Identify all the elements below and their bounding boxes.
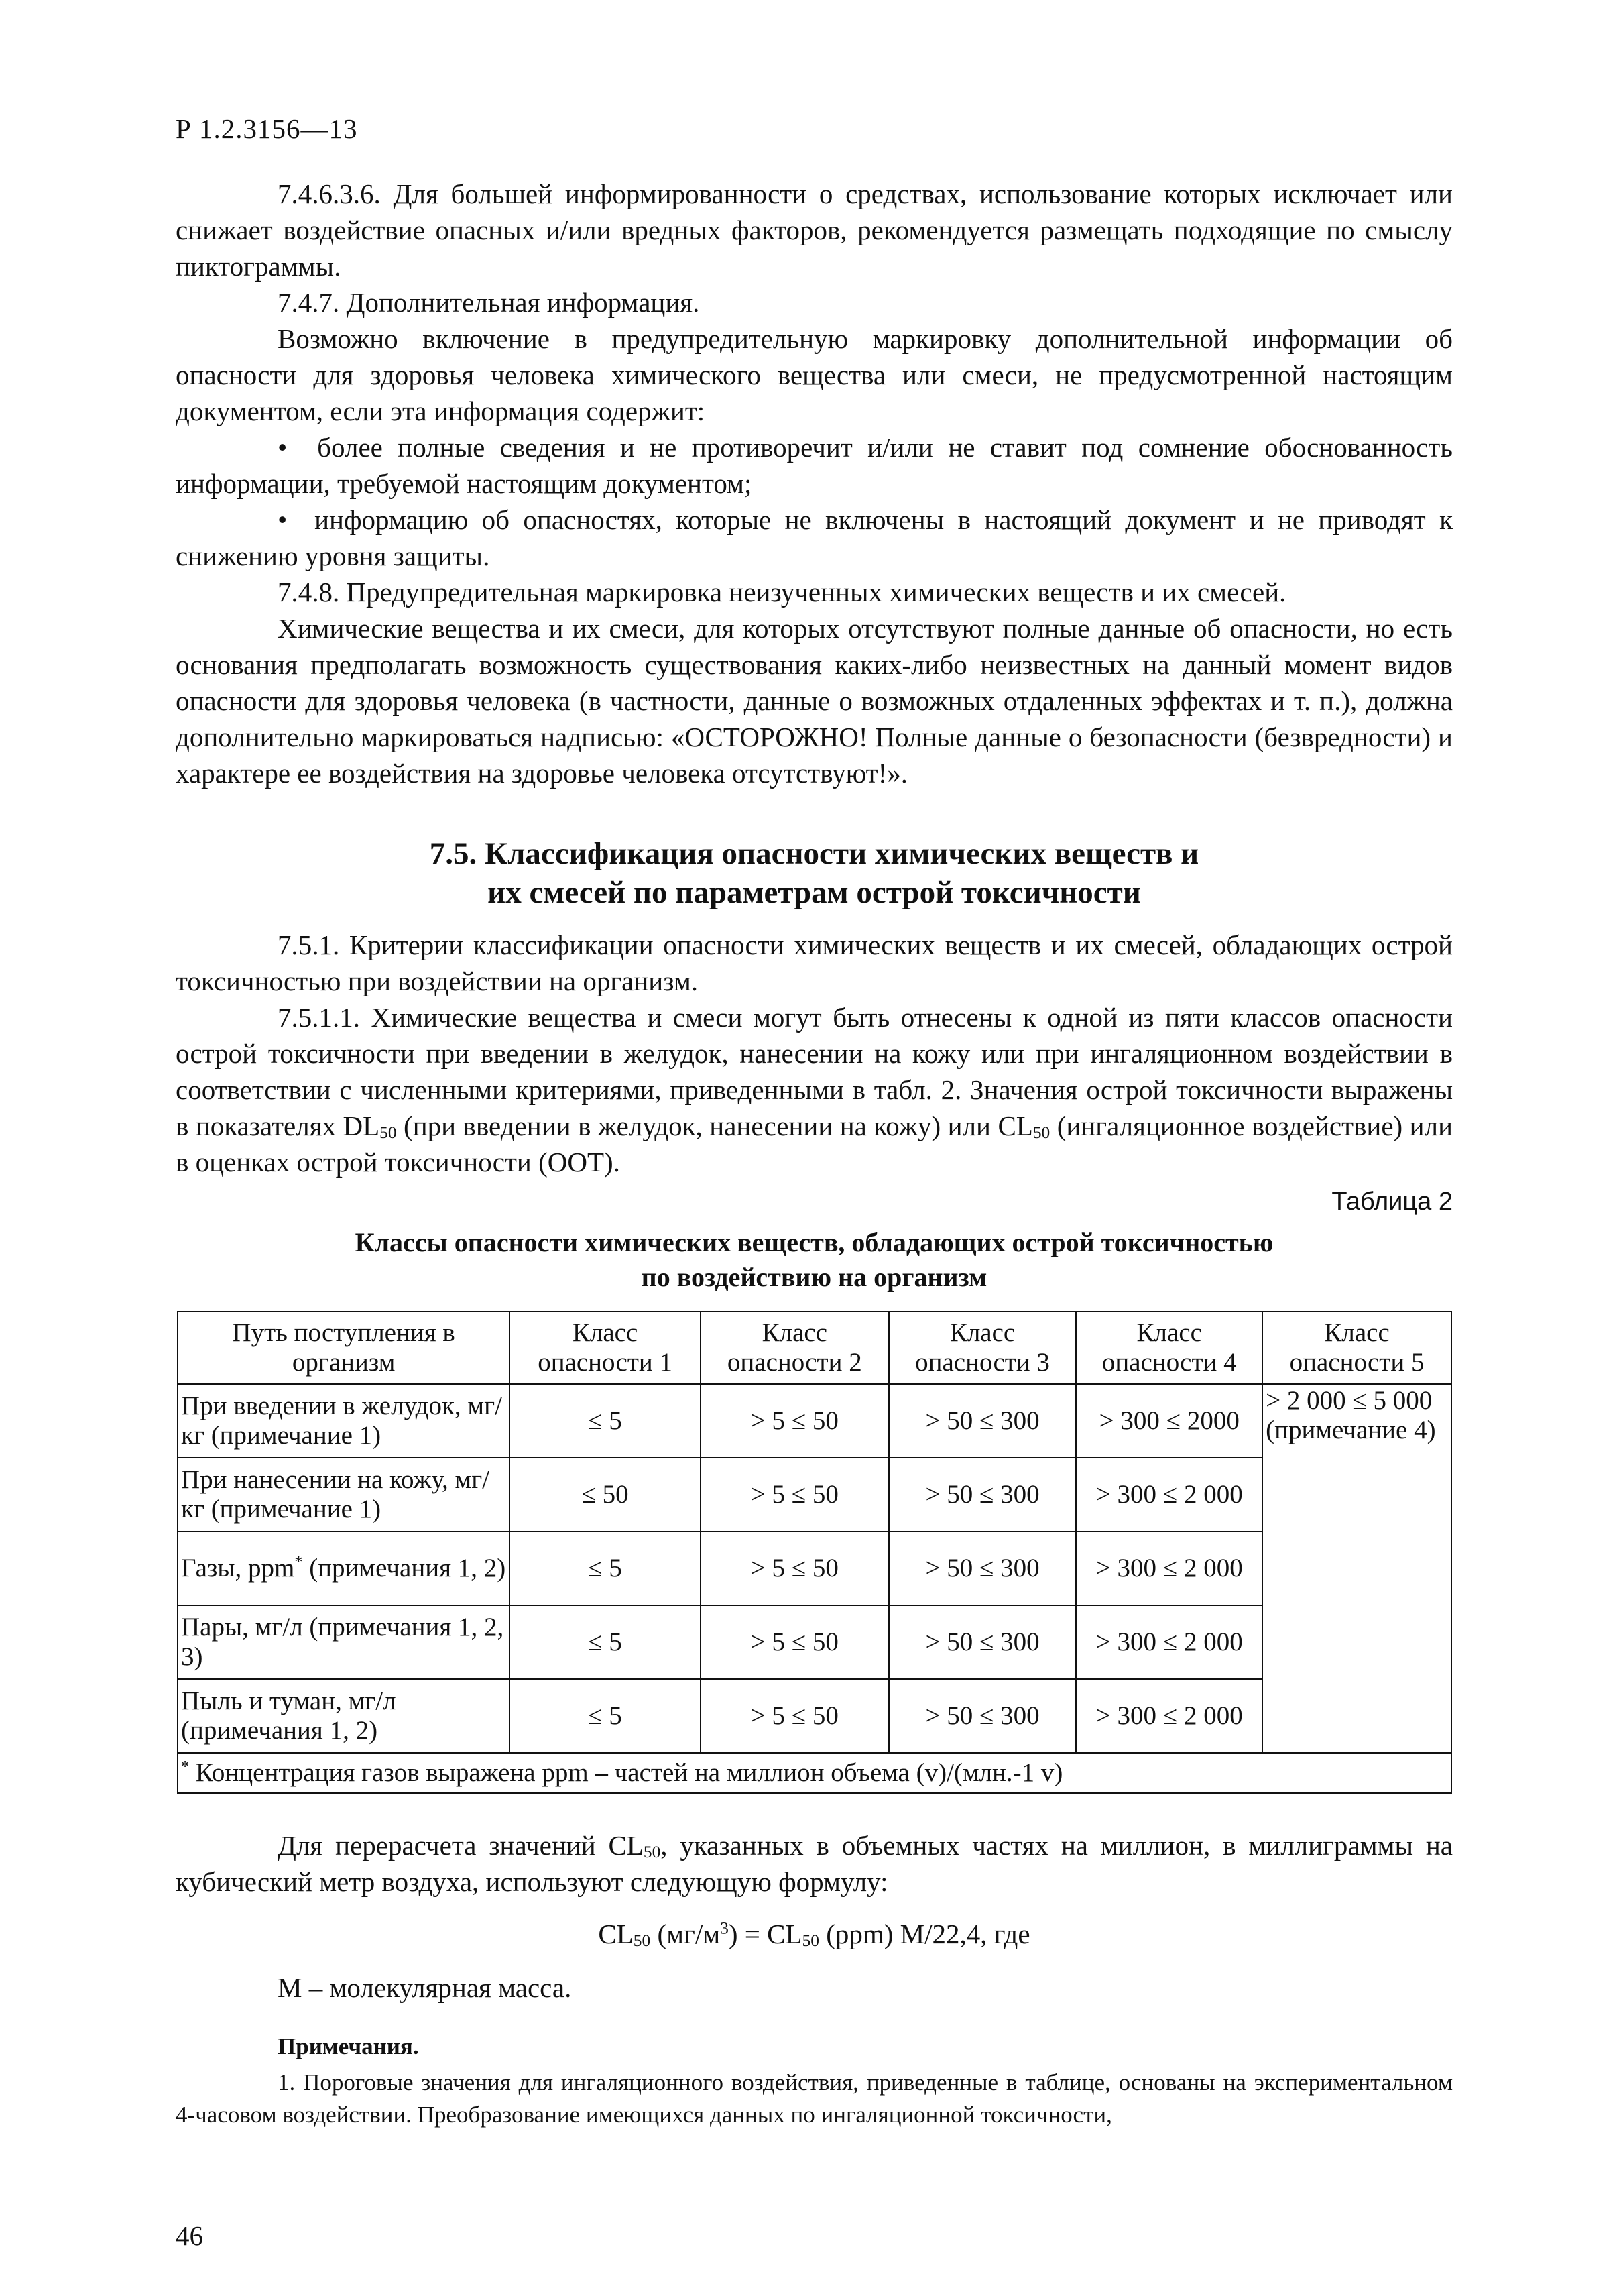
value-cell: > 5 ≤ 50 <box>701 1605 889 1679</box>
paragraph-7-4-8: 7.4.8. Предупредительная маркировка неизученных химических веществ и их смесей. <box>278 577 1286 608</box>
table-label: Таблица 2 <box>1331 1188 1453 1216</box>
value-cell: > 300 ≤ 2 000 <box>1076 1605 1262 1679</box>
notes-text <box>176 2067 1453 2131</box>
table-row <box>178 1605 1451 1679</box>
value-cell: > 300 ≤ 2 000 <box>1076 1458 1262 1532</box>
value-cell: > 5 ≤ 50 <box>701 1458 889 1532</box>
conversion-text: Для перерасчета значений $CL_{50}$, указанных в объемных частях на миллион, в миллиграммы на кубический метр воздуха, используют следующую формулу: <box>176 1830 1453 1897</box>
table-row <box>178 1384 1451 1458</box>
table-row <box>178 1679 1451 1753</box>
notes-heading: Примечания. <box>278 2033 419 2059</box>
route-cell: Пары, мг/л (примечания 1, 2, 3) <box>178 1605 509 1679</box>
value-cell: > 50 ≤ 300 <box>889 1605 1077 1679</box>
value-cell: ≤ 5 <box>509 1605 701 1679</box>
conversion-formula: $CL_{50}$ $(мг/м^3) = CL_{50}$ (ppm) M/22,4, где <box>598 1918 1030 1950</box>
paragraph-7-4-7: 7.4.7. Дополнительная информация. <box>278 287 700 318</box>
bullet-item: • информацию об опасностях, которые не включены в настоящий документ и не приводят к снижению уровня защиты. <box>176 504 1453 571</box>
value-cell: > 5 ≤ 50 <box>701 1532 889 1605</box>
value-cell: > 50 ≤ 300 <box>889 1458 1077 1532</box>
table-row <box>178 1458 1451 1532</box>
paragraph-7-4-6-3-6: 7.4.6.3.6. Для большей информированности о средствах, использование которых исключает или снижает воздействие опасных и/или вредных факторов, рекомендуется размещать подходящие по смыслу пиктограммы. <box>176 178 1453 282</box>
molecular-mass-definition: M – молекулярная масса. <box>278 1972 572 2003</box>
class-5-cell: > 2 000 ≤ 5 000 (примечание 4) <box>1262 1384 1451 1753</box>
value-cell: ≤ 50 <box>509 1458 701 1532</box>
hazard-class-table <box>177 1311 1452 1794</box>
paragraph-7-5-1: 7.5.1. Критерии классификации опасности химических веществ и их смесей, обладающих острой токсичностью при воздействии на организм. <box>176 929 1453 996</box>
bullet-icon: • <box>278 504 315 535</box>
section-title: 7.5. Классификация опасности химических веществ и их смесей по параметрам острой токсичности <box>429 836 1199 910</box>
value-cell: > 5 ≤ 50 <box>701 1679 889 1753</box>
value-cell: > 300 ≤ 2 000 <box>1076 1679 1262 1753</box>
value-cell: ≤ 5 <box>509 1384 701 1458</box>
intro-text <box>176 176 1453 791</box>
paragraph-7-5-1-1: 7.5.1.1. Химические вещества и смеси могут быть отнесены к одной из пяти классов опасности острой токсичности при введении в желудок, нанесении на кожу или при ингаляционном воздействии в соответствии с численными критериями, приведенными в табл. 2. Значения острой токсичности выражены в показателях $DL_{50}$ (при введении в желудок, нанесении на кожу) или $CL_{50}$ (ингаляционное воздействие) или в оценках острой токсичности (ООТ). <box>176 1002 1453 1178</box>
table-footnote: * Концентрация газов выражена ppm – частей на миллион объема (v)/(млн.-1 v) <box>178 1753 1451 1793</box>
bullet-item: • более полные сведения и не противоречит и/или не ставит под сомнение обоснованность информации, требуемой настоящим документом; <box>176 432 1453 499</box>
value-cell: > 300 ≤ 2000 <box>1076 1384 1262 1458</box>
header-class-1: Класс опасности 1 <box>509 1312 701 1384</box>
header-class-2: Класс опасности 2 <box>701 1312 889 1384</box>
header-class-4: Класс опасности 4 <box>1076 1312 1262 1384</box>
value-cell: > 50 ≤ 300 <box>889 1679 1077 1753</box>
route-cell: При введении в желудок, мг/кг (примечание 1) <box>178 1384 509 1458</box>
route-cell: Газы, ppm* (примечания 1, 2) <box>178 1532 509 1605</box>
value-cell: ≤ 5 <box>509 1679 701 1753</box>
table-row <box>178 1532 1451 1605</box>
route-cell: При нанесении на кожу, мг/кг (примечание 1) <box>178 1458 509 1532</box>
table-header-row <box>178 1312 1451 1384</box>
table-footnote-row <box>178 1753 1451 1793</box>
value-cell: ≤ 5 <box>509 1532 701 1605</box>
value-cell: > 300 ≤ 2 000 <box>1076 1532 1262 1605</box>
route-cell: Пыль и туман, мг/л (примечания 1, 2) <box>178 1679 509 1753</box>
document-code: Р 1.2.3156—13 <box>176 113 358 144</box>
page-number: 46 <box>176 2220 203 2251</box>
paragraph-unstudied: Химические вещества и их смеси, для которых отсутствуют полные данные об опасности, но есть основания предполагать возможность существования каких-либо неизвестных на данный момент видов опасности для здоровья человека (в частности, данные о возможных отдаленных эффектах и т. п.), должна дополнительно маркироваться надписью: «ОСТОРОЖНО! Полные данные о безопасности (безвредности) и характере ее воздействия на здоровье человека отсутствуют!». <box>176 613 1453 789</box>
bullet-icon: • <box>278 432 318 463</box>
header-class-3: Класс опасности 3 <box>889 1312 1077 1384</box>
section-text <box>176 927 1453 1180</box>
header-route: Путь поступления в организм <box>178 1312 509 1384</box>
value-cell: > 5 ≤ 50 <box>701 1384 889 1458</box>
value-cell: > 50 ≤ 300 <box>889 1384 1077 1458</box>
table-title: Классы опасности химических веществ, обладающих острой токсичностью по воздействию на организм <box>355 1227 1274 1292</box>
note-1: 1. Пороговые значения для ингаляционного воздействия, приведенные в таблице, основаны на экспериментальном 4-часовом воздействии. Преобразование имеющихся данных по ингаляционной токсичности, <box>176 2069 1453 2128</box>
paragraph-additional-info: Возможно включение в предупредительную маркировку дополнительной информации об опасности для здоровья человека химического вещества или смеси, не предусмотренной настоящим документом, если эта информация содержит: <box>176 323 1453 426</box>
header-class-5: Класс опасности 5 <box>1262 1312 1451 1384</box>
value-cell: > 50 ≤ 300 <box>889 1532 1077 1605</box>
